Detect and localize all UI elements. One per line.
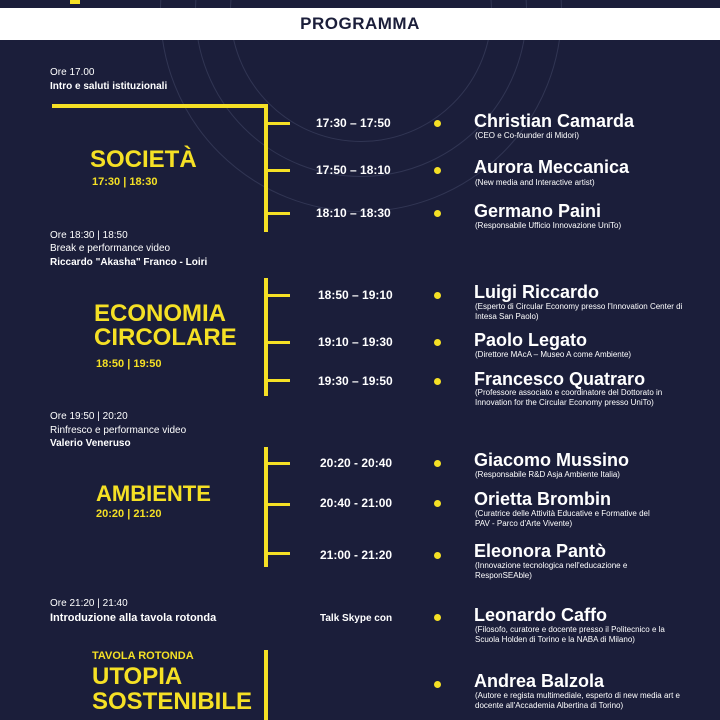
- speaker-name: Andrea Balzola: [474, 671, 605, 691]
- bullet-dot: [434, 460, 441, 467]
- bracket-tick: [264, 462, 290, 465]
- speaker-role: (Responsabile R&D Asja Ambiente Italia): [475, 470, 620, 479]
- break-performer: Riccardo "Akasha" Franco - Loiri: [50, 257, 208, 268]
- top-accent-mark: [70, 0, 80, 4]
- bracket-tick: [264, 503, 290, 506]
- section-title: SOSTENIBILE: [92, 688, 253, 715]
- bullet-dot: [434, 552, 441, 559]
- speaker-role: (Professore associato e coordinatore del Dottorato in Innovation for the Circular Economy presso UniTo): [475, 388, 663, 407]
- break-time: Ore 18:30 | 18:50: [50, 230, 128, 241]
- section-time: 20:20 | 21:20: [96, 508, 162, 520]
- bullet-dot: [434, 614, 441, 621]
- speaker-role: (Filosofo, curatore e docente presso il Politecnico e la Scuola Holden di Torino e la NABA di Milano): [475, 625, 665, 644]
- speaker-name: Orietta Brombin: [474, 489, 612, 509]
- break-performer: Valerio Veneruso: [50, 438, 131, 449]
- section-bracket: [264, 650, 268, 720]
- bracket-tick: [264, 212, 290, 215]
- talk-time: 20:40 - 21:00: [320, 496, 393, 510]
- talk-time: 21:00 - 21:20: [320, 548, 393, 562]
- intro-time: Ore 17.00: [50, 67, 95, 78]
- bullet-dot: [434, 500, 441, 507]
- bullet-dot: [434, 120, 441, 127]
- speaker-name: Aurora Meccanica: [474, 157, 630, 177]
- bracket-tick: [264, 552, 290, 555]
- speaker-name: Giacomo Mussino: [474, 450, 630, 470]
- break-text: Introduzione alla tavola rotonda: [50, 612, 217, 624]
- bracket-tick: [264, 341, 290, 344]
- speaker-name: Christian Camarda: [474, 111, 635, 131]
- section-bracket: [264, 447, 268, 567]
- talk-time: 17:50 – 18:10: [316, 163, 391, 177]
- speaker-role: (Curatrice delle Attività Educative e Formative del PAV - Parco d'Arte Vivente): [475, 509, 650, 528]
- speaker-role: (Direttore MAcA – Museo A come Ambiente): [475, 350, 632, 359]
- bullet-dot: [434, 292, 441, 299]
- bullet-dot: [434, 167, 441, 174]
- break-time: Ore 19:50 | 20:20: [50, 411, 128, 422]
- speaker-role: (Innovazione tecnologica nell'educazione e ResponSEAble): [475, 561, 628, 580]
- break-text: Rinfresco e performance video: [50, 425, 187, 436]
- skype-label: Talk Skype con: [320, 613, 393, 624]
- talk-time: 18:50 – 19:10: [318, 288, 393, 302]
- speaker-name: Luigi Riccardo: [474, 282, 600, 302]
- speaker-name: Eleonora Pantò: [474, 541, 607, 561]
- talk-time: 17:30 – 17:50: [316, 116, 391, 130]
- break-time: Ore 21:20 | 21:40: [50, 598, 128, 609]
- talk-time: 20:20 - 20:40: [320, 456, 393, 470]
- talk-time: 19:30 – 19:50: [318, 374, 393, 388]
- section-time: 17:30 | 18:30: [92, 176, 158, 188]
- speaker-name: Germano Paini: [474, 201, 602, 221]
- talk-time: 18:10 – 18:30: [316, 206, 391, 220]
- speaker-role: (Responsabile Ufficio Innovazione UniTo): [475, 221, 622, 230]
- intro-text: Intro e saluti istituzionali: [50, 81, 168, 92]
- break-text: Break e performance video: [50, 243, 171, 254]
- section-time: 18:50 | 19:50: [96, 358, 162, 370]
- section-title: CIRCOLARE: [94, 324, 237, 351]
- bullet-dot: [434, 210, 441, 217]
- bracket-tick: [264, 169, 290, 172]
- speaker-name: Leonardo Caffo: [474, 605, 607, 625]
- bracket-tick: [264, 122, 290, 125]
- speaker-role: (New media and Interactive artist): [475, 178, 595, 187]
- speaker-role: (CEO e Co-founder di Midori): [475, 131, 580, 140]
- bullet-dot: [434, 681, 441, 688]
- section-title: SOCIETÀ: [90, 146, 197, 173]
- section-title: ECONOMIA: [94, 300, 226, 327]
- bullet-dot: [434, 378, 441, 385]
- round-table-label: TAVOLA ROTONDA: [92, 650, 194, 662]
- page-title: PROGRAMMA: [300, 14, 420, 33]
- bullet-dot: [434, 339, 441, 346]
- section-title: UTOPIA: [92, 663, 183, 690]
- speaker-name: Francesco Quatraro: [474, 369, 646, 389]
- bracket-tick: [264, 379, 290, 382]
- header-banner: [0, 8, 720, 40]
- bracket-tick: [264, 294, 290, 297]
- talk-time: 19:10 – 19:30: [318, 335, 393, 349]
- speaker-name: Paolo Legato: [474, 330, 588, 350]
- timeline-connector: [52, 104, 268, 108]
- section-title: AMBIENTE: [96, 481, 211, 506]
- speaker-role: (Esperto di Circular Economy presso l'Innovation Center di Intesa San Paolo): [475, 302, 683, 321]
- speaker-role: (Autore e regista multimediale, esperto di new media art e docente all'Accademia Albertina di Torino): [475, 691, 680, 710]
